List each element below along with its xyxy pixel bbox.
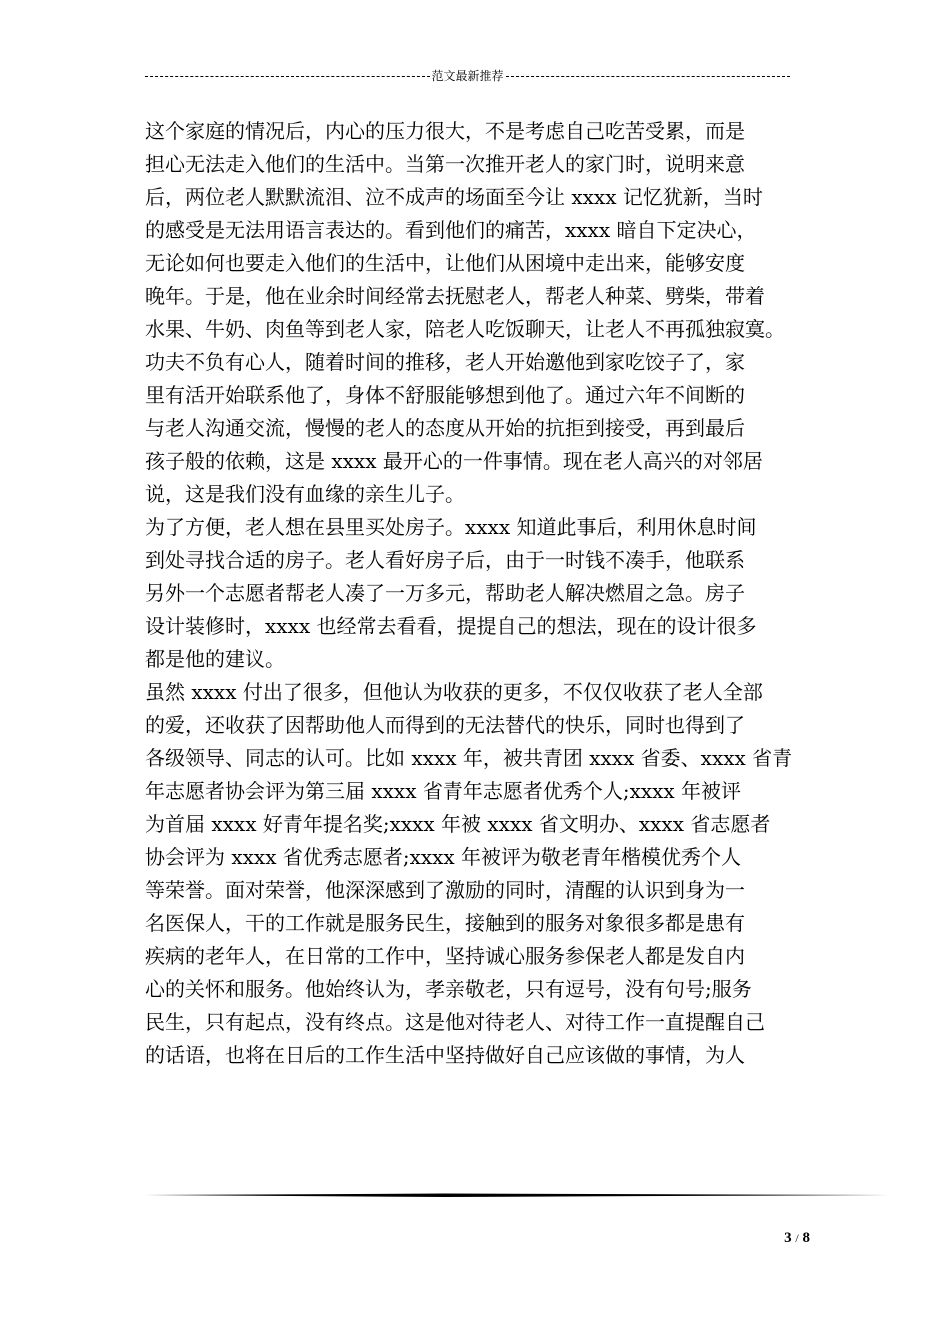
page-total: 8 bbox=[802, 1230, 810, 1246]
text-line: 到处寻找合适的房子。老人看好房子后，由于一时钱不凑手，他联系 bbox=[145, 548, 745, 572]
text-line: 年志愿者协会评为第三届 xxxx 省青年志愿者优秀个人;xxxx 年被评 bbox=[145, 779, 742, 803]
header-dash-right bbox=[506, 76, 791, 77]
header-dash-left bbox=[145, 76, 430, 77]
text-line: 这个家庭的情况后，内心的压力很大，不是考虑自己吃苦受累，而是 bbox=[145, 119, 745, 143]
text-line: 等荣誉。面对荣誉，他深深感到了激励的同时，清醒的认识到身为一 bbox=[145, 878, 745, 902]
text-line: 疾病的老年人，在日常的工作中，坚持诚心服务参保老人都是发自内 bbox=[145, 944, 745, 968]
text-line: 名医保人，干的工作就是服务民生，接触到的服务对象很多都是患有 bbox=[145, 911, 745, 935]
text-line: 为首届 xxxx 好青年提名奖;xxxx 年被 xxxx 省文明办、xxxx 省志愿者 bbox=[145, 812, 771, 836]
document-body bbox=[145, 115, 810, 1072]
text-line: 都是他的建议。 bbox=[145, 647, 285, 671]
page-separator: / bbox=[795, 1231, 799, 1245]
text-line: 说，这是我们没有血缘的亲生儿子。 bbox=[145, 482, 465, 506]
text-line: 另外一个志愿者帮老人凑了一万多元，帮助老人解决燃眉之急。房子 bbox=[145, 581, 745, 605]
text-line: 协会评为 xxxx 省优秀志愿者;xxxx 年被评为敬老青年楷模优秀个人 bbox=[145, 845, 742, 869]
text-line: 心的关怀和服务。他始终认为，孝亲敬老，只有逗号，没有句号;服务 bbox=[145, 977, 752, 1001]
text-line: 虽然 xxxx 付出了很多，但他认为收获的更多，不仅仅收获了老人全部 bbox=[145, 680, 763, 704]
page-header bbox=[145, 66, 790, 86]
text-line: 设计装修时，xxxx 也经常去看看，提提自己的想法，现在的设计很多 bbox=[145, 614, 757, 638]
text-line: 担心无法走入他们的生活中。当第一次推开老人的家门时，说明来意 bbox=[145, 152, 745, 176]
page-current: 3 bbox=[784, 1230, 792, 1246]
text-line: 水果、牛奶、肉鱼等到老人家，陪老人吃饭聊天，让老人不再孤独寂寞。 bbox=[145, 317, 785, 341]
text-line: 与老人沟通交流，慢慢的老人的态度从开始的抗拒到接受，再到最后 bbox=[145, 416, 745, 440]
text-line: 后，两位老人默默流泪、泣不成声的场面至今让 xxxx 记忆犹新，当时 bbox=[145, 185, 763, 209]
text-line: 各级领导、同志的认可。比如 xxxx 年，被共青团 xxxx 省委、xxxx 省青 bbox=[145, 746, 793, 770]
header-title: 范文最新推荐 bbox=[431, 69, 504, 83]
text-line: 无论如何也要走入他们的生活中，让他们从困境中走出来，能够安度 bbox=[145, 251, 745, 275]
text-line: 里有活开始联系他了，身体不舒服能够想到他了。通过六年不间断的 bbox=[145, 383, 745, 407]
text-line: 晚年。于是，他在业余时间经常去抚慰老人，帮老人种菜、劈柴，带着 bbox=[145, 284, 765, 308]
footer-divider bbox=[145, 1193, 890, 1198]
text-line: 的感受是无法用语言表达的。看到他们的痛苦，xxxx 暗自下定决心， bbox=[145, 218, 757, 242]
page-number bbox=[770, 1230, 810, 1247]
text-line: 的爱，还收获了因帮助他人而得到的无法替代的快乐，同时也得到了 bbox=[145, 713, 745, 737]
text-line: 民生，只有起点，没有终点。这是他对待老人、对待工作一直提醒自己 bbox=[145, 1010, 765, 1034]
text-line: 的话语，也将在日后的工作生活中坚持做好自己应该做的事情，为人 bbox=[145, 1043, 745, 1067]
text-line: 功夫不负有心人，随着时间的推移，老人开始邀他到家吃饺子了，家 bbox=[145, 350, 745, 374]
text-line: 孩子般的依赖，这是 xxxx 最开心的一件事情。现在老人高兴的对邻居 bbox=[145, 449, 763, 473]
text-line: 为了方便，老人想在县里买处房子。xxxx 知道此事后，利用休息时间 bbox=[145, 515, 757, 539]
